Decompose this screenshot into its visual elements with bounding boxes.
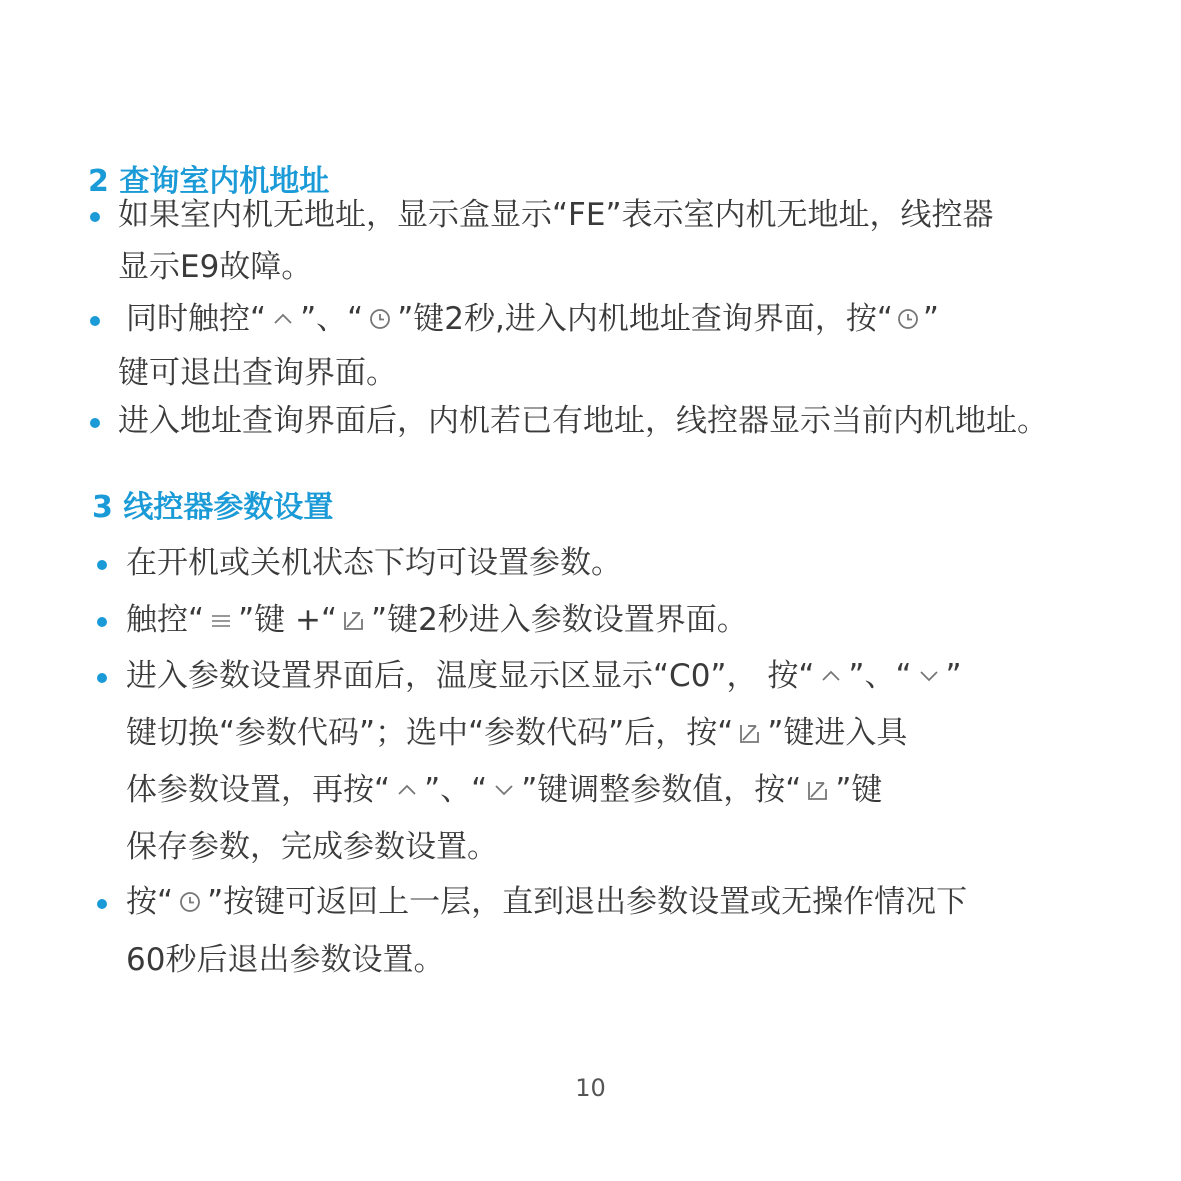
clock-icon — [895, 306, 921, 332]
section-3-title: 3 线控器参数设置 — [92, 490, 334, 525]
text-segment: ”按键可返回上一层，直到退出参数设置或无操作情况下 — [207, 884, 968, 920]
text-segment: ”键 — [835, 772, 883, 808]
text-segment: ”、“ — [848, 658, 912, 694]
section3-bullet1-line1: 在开机或关机状态下均可设置参数。 — [126, 545, 622, 581]
text-segment: ”键 +“ — [238, 602, 338, 638]
section3-bullet4-line1 — [126, 884, 968, 920]
bullet-dot — [97, 899, 107, 909]
bullet-dot — [97, 560, 107, 570]
up-arrow-icon — [392, 777, 422, 803]
section3-bullet4-line2: 60秒后退出参数设置。 — [126, 942, 445, 978]
text-segment: ”键2秒,进入内机地址查询界面，按“ — [397, 301, 893, 337]
clock-icon — [175, 889, 205, 915]
clock-icon — [365, 306, 395, 332]
bullet-dot — [97, 617, 107, 627]
text-segment: ”键2秒进入参数设置界面。 — [371, 602, 748, 638]
section-2-title: 2 查询室内机地址 — [88, 164, 330, 199]
text-segment: 触控“ — [126, 602, 205, 638]
section2-bullet2-line2: 键可退出查询界面。 — [118, 355, 397, 391]
text-segment: 键切换“参数代码”；选中“参数代码”后，按“ — [126, 715, 734, 751]
text-segment: ”键调整参数值，按“ — [521, 772, 802, 808]
section3-bullet3-line3 — [126, 772, 883, 808]
text-segment: 进入参数设置界面后，温度显示区显示“C0”， 按“ — [126, 658, 815, 694]
text-segment: ” — [945, 658, 962, 694]
section2-bullet2-line1 — [126, 301, 939, 337]
section3-bullet3-line2 — [126, 715, 908, 751]
down-arrow-icon — [914, 663, 944, 689]
text-segment: ”、“ — [300, 301, 364, 337]
section2-bullet3-line1: 进入地址查询界面后，内机若已有地址，线控器显示当前内机地址。 — [118, 403, 1048, 439]
menu-icon — [206, 607, 236, 633]
section3-bullet3-line1 — [126, 658, 962, 694]
text-segment: ” — [922, 301, 939, 337]
bullet-dot — [90, 418, 100, 428]
section2-bullet1-line2: 显示E9故障。 — [118, 249, 313, 285]
bullet-dot — [90, 212, 100, 222]
section3-bullet2-line1 — [126, 602, 748, 638]
confirm-icon — [803, 777, 833, 803]
page-number: 10 — [575, 1074, 606, 1102]
text-segment: 按“ — [126, 884, 174, 920]
section2-bullet1-line1: 如果室内机无地址，显示盒显示“FE”表示室内机无地址，线控器 — [118, 197, 994, 233]
text-segment: ”、“ — [424, 772, 488, 808]
bullet-dot — [90, 316, 100, 326]
bullet-dot — [97, 673, 107, 683]
confirm-icon — [339, 607, 369, 633]
up-arrow-icon — [268, 306, 298, 332]
confirm-icon — [735, 720, 765, 746]
down-arrow-icon — [489, 777, 519, 803]
section3-bullet3-line4: 保存参数，完成参数设置。 — [126, 829, 498, 865]
text-segment: ”键进入具 — [767, 715, 908, 751]
text-segment: 体参数设置，再按“ — [126, 772, 391, 808]
text-segment: 同时触控“ — [126, 301, 267, 337]
up-arrow-icon — [816, 663, 846, 689]
